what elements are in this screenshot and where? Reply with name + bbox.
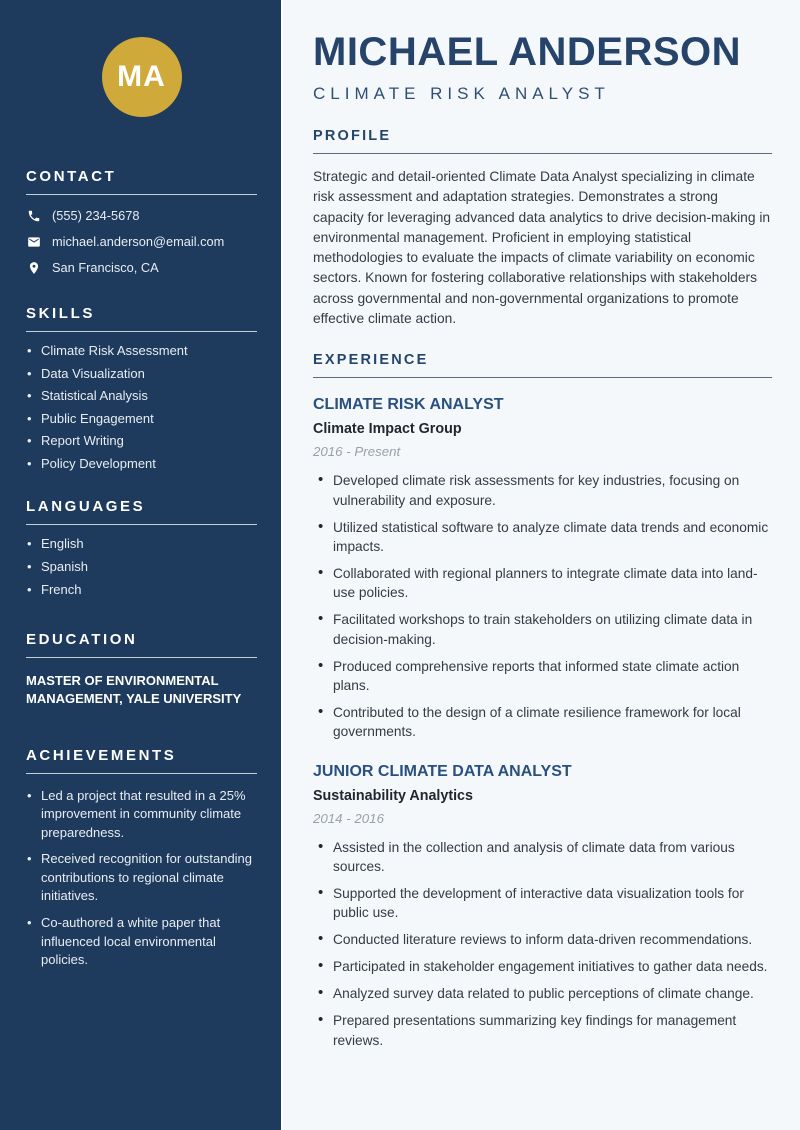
experience-section [313,352,772,1050]
achievement-item: • Co-authored a white paper that influenced local environmental policies. [26,914,257,970]
job-entry-1 [313,395,772,741]
contact-email-row [26,234,257,250]
avatar-initials: MA [117,60,166,93]
skill-item: • Statistical Analysis [26,388,257,404]
job-bullet-item: • Prepared presentations summarizing key findings for management reviews. [313,1011,772,1050]
achievements-section [26,747,257,970]
contact-location-row [26,260,257,276]
job-dates: 2016 - Present [313,444,401,460]
job-company: Climate Impact Group [313,421,462,438]
job-bullet-item: • Produced comprehensive reports that informed state climate action plans. [313,657,772,696]
phone-icon [26,209,41,224]
sidebar [0,0,281,1130]
job-dates: 2014 - 2016 [313,810,384,826]
location-icon [26,261,41,276]
job-bullet-item: • Collaborated with regional planners to integrate climate data into land-use policies. [313,564,772,603]
skill-item: • Report Writing [26,433,257,449]
main-content [281,0,800,1130]
education-section [26,631,257,708]
experience-heading: EXPERIENCE [313,352,772,378]
job-bullet-item: • Developed climate risk assessments for key industries, focusing on vulnerability and exposure. [313,471,772,510]
achievements-list [26,787,257,970]
avatar [102,37,182,117]
skill-item: • Policy Development [26,456,257,472]
job-company: Sustainability Analytics [313,787,473,804]
email-text: michael.anderson@email.com [52,234,225,249]
education-heading: EDUCATION [26,631,257,658]
education-degree: MASTER OF ENVIRONMENTAL MANAGEMENT, YALE UNIVERSITY [26,672,242,706]
job-bullet-item: • Contributed to the design of a climate resilience framework for local governments. [313,703,772,742]
profile-section [313,128,772,329]
achievement-item: • Led a project that resulted in a 25% improvement in community climate preparedness. [26,787,257,843]
job-title: JUNIOR CLIMATE DATA ANALYST [313,762,572,780]
language-item: • French [26,582,257,598]
contact-list [26,208,257,276]
skills-heading: SKILLS [26,305,257,332]
location-text: San Francisco, CA [52,260,159,275]
job-entry-2 [313,762,772,1050]
job-bullets [313,471,772,741]
skill-item: • Data Visualization [26,366,257,382]
person-name: MICHAEL ANDERSON [313,30,742,74]
languages-list [26,536,257,598]
profile-text: Strategic and detail-oriented Climate Data Analyst specializing in climate risk assessment and adaptation strategies. Demonstrates a strong capacity for leveraging advanced data analytics to drive decision-making in environmental management. Proficient in employing statistical methodologies to evaluate the impacts of climate variability on economic sectors. Known for fostering collaborative relationships with stakeholders across governmental and non-governmental organizations to promote effective climate action. [313,169,771,327]
person-title: CLIMATE RISK ANALYST [313,84,610,103]
job-bullet-item: • Facilitated workshops to train stakeholders on utilizing climate data in decision-making. [313,610,772,649]
language-item: • English [26,536,257,552]
skills-section [26,305,257,472]
job-bullet-item: • Analyzed survey data related to public perceptions of climate change. [313,984,772,1003]
job-bullets [313,838,772,1050]
job-bullet-item: • Assisted in the collection and analysis of climate data from various sources. [313,838,772,877]
skill-item: • Climate Risk Assessment [26,343,257,359]
phone-text: (555) 234-5678 [52,208,140,223]
job-bullet-item: • Conducted literature reviews to inform data-driven recommendations. [313,930,772,949]
skills-list [26,343,257,472]
job-bullet-item: • Supported the development of interactive data visualization tools for public use. [313,884,772,923]
language-item: • Spanish [26,559,257,575]
job-bullet-item: • Participated in stakeholder engagement initiatives to gather data needs. [313,957,772,976]
profile-heading: PROFILE [313,128,772,154]
contact-section [26,168,257,276]
job-bullet-item: • Utilized statistical software to analyze climate data trends and economic impacts. [313,518,772,557]
contact-phone-row [26,208,257,224]
languages-heading: LANGUAGES [26,498,257,525]
email-icon [26,235,41,250]
achievements-heading: ACHIEVEMENTS [26,747,257,774]
contact-heading: CONTACT [26,168,257,195]
languages-section [26,498,257,598]
achievement-item: • Received recognition for outstanding contributions to regional climate initiatives. [26,850,257,906]
skill-item: • Public Engagement [26,411,257,427]
job-title: CLIMATE RISK ANALYST [313,396,504,414]
